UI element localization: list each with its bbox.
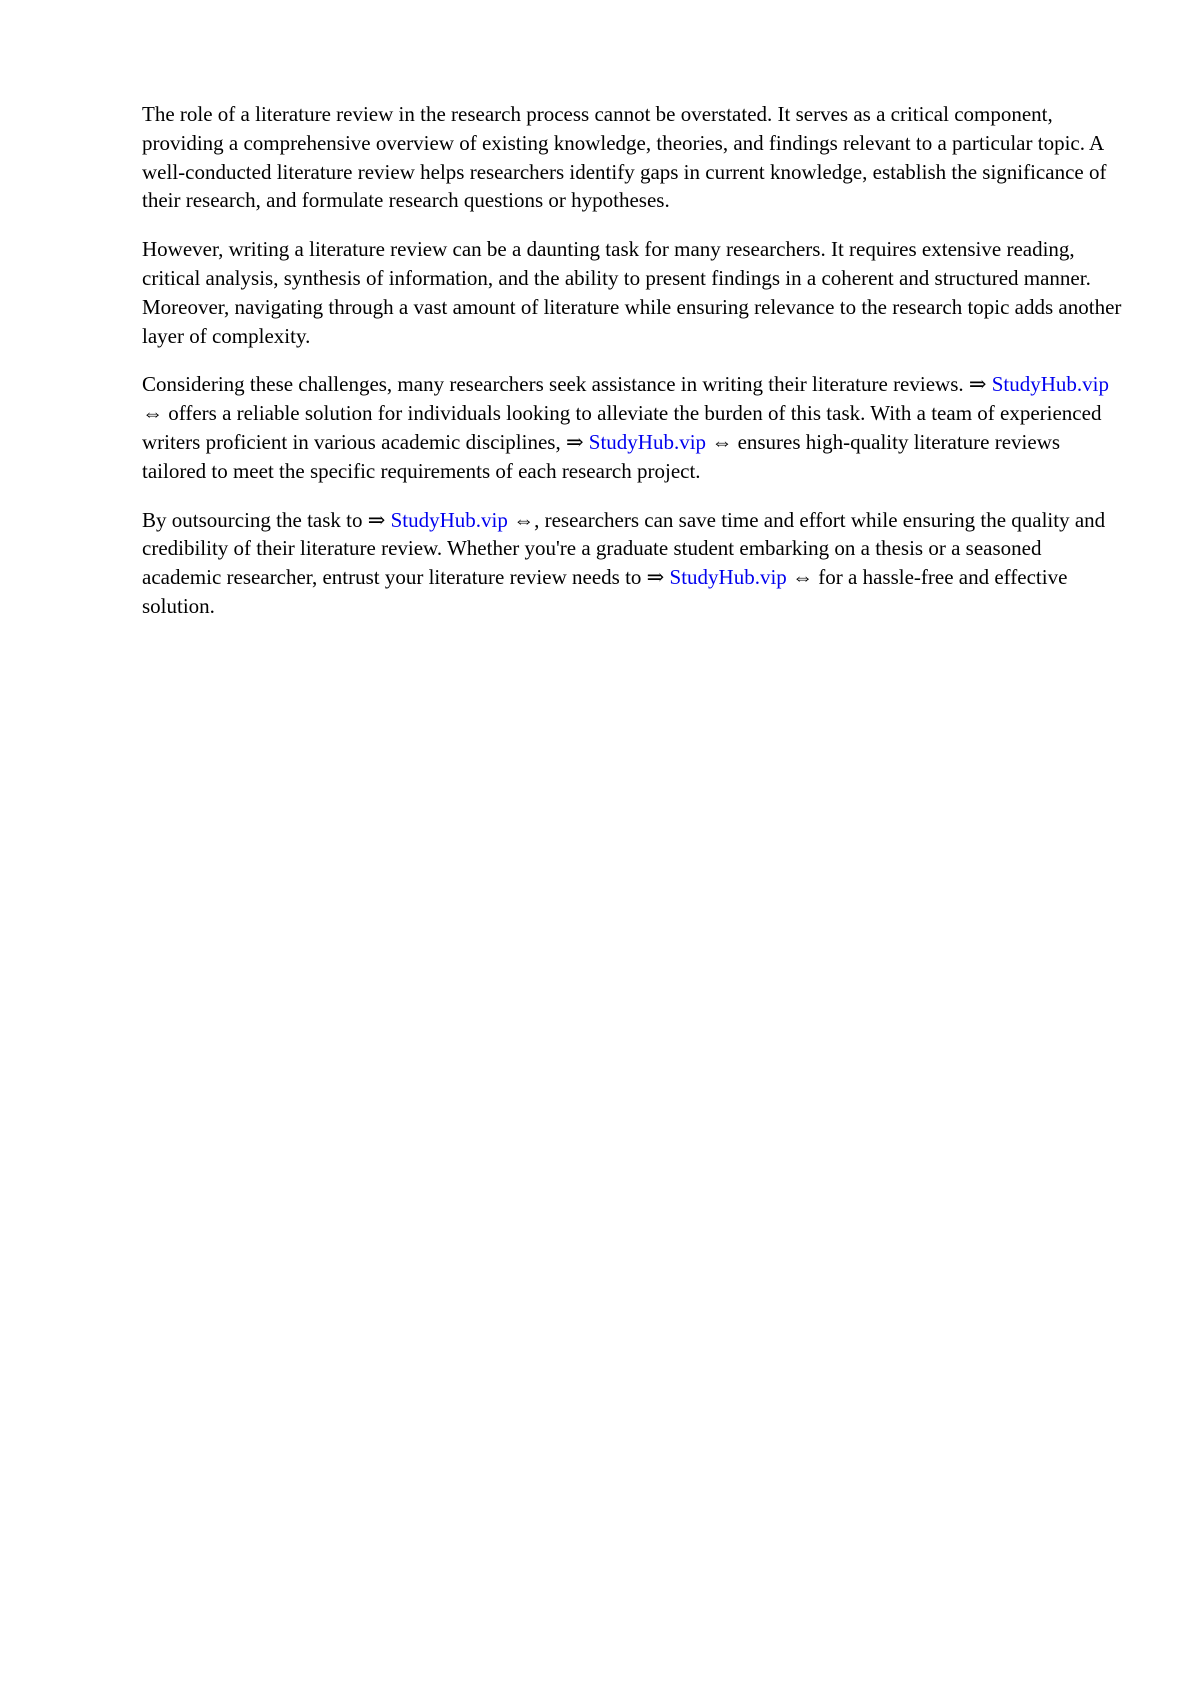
paragraph-challenges [142,235,1122,350]
document-page [142,100,1122,641]
paragraph-text: ⇔ offers a reliable solution for individuals looking to alleviate the burden of this task. With a team of experienced writers proficient in various academic disciplines, ⇒ [142,401,1102,454]
paragraph-outsourcing [142,506,1122,621]
paragraph-text: ⇔, researchers can save time and effort while ensuring the quality and credibility of their literature review. Whether you're a graduate student embarking on a thesis or a seasoned academic researcher, entrust your literature review needs to ⇒ [142,507,1106,590]
paragraph-intro [142,100,1122,215]
studyhub-link[interactable]: StudyHub.vip [669,565,787,590]
paragraph-text: However, writing a literature review can be a daunting task for many researchers. It requires extensive reading, critical analysis, synthesis of information, and the ability to present findings in a coherent and structured manner. Moreover, navigating through a vast amount of literature while ensuring relevance to the research topic adds another layer of complexity. [142,237,1122,348]
paragraph-text: Considering these challenges, many researchers seek assistance in writing their literature reviews. ⇒ [142,372,992,397]
paragraph-text: ⇔ for a hassle-free and effective solution. [142,565,1068,618]
paragraph-text: The role of a literature review in the research process cannot be overstated. It serves as a critical component, providing a comprehensive overview of existing knowledge, theories, and findings relevant to a particular topic. A well-conducted literature review helps researchers identify gaps in current knowledge, establish the significance of their research, and formulate research questions or hypotheses. [142,102,1107,213]
studyhub-link[interactable]: StudyHub.vip [390,507,508,532]
paragraph-text: By outsourcing the task to ⇒ [142,507,391,532]
studyhub-link[interactable]: StudyHub.vip [588,429,707,454]
paragraph-assistance [142,370,1122,485]
studyhub-link[interactable]: StudyHub.vip [991,372,1109,397]
paragraph-text: ⇔ ensures high-quality literature reviews tailored to meet the specific requirements of each research project. [142,429,1061,483]
